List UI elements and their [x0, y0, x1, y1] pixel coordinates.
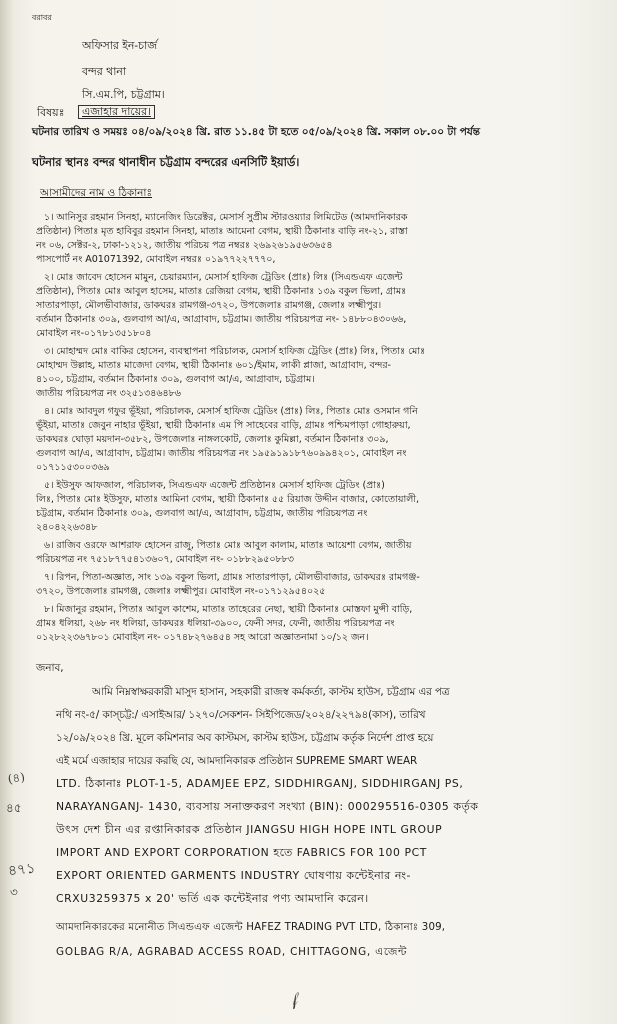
accused-line: পাসপোর্ট নং A01071392, মোবাইল নম্বরঃ ০১৯৭৭২২৭৭৭০, — [36, 254, 276, 265]
accused-line: প্রতিষ্ঠান), পিতাঃ মোঃ আবুল হাসেম, মাতাঃ রেজিয়া বেগম, স্থায়ী ঠিকানাঃ ১৩৯ বকুল ভিলা, গ্রামঃ — [36, 286, 407, 297]
accused-line: বর্তমান ঠিকানাঃ ৩০৯, গুলবাগ আ/এ, আগ্রাবাদ, চট্টগ্রাম। জাতীয় পরিচয়পত্র নং- ১৪৮৮০৪৩০৬৬, — [36, 314, 407, 325]
body-line: নথি নং-৫/ কাস্চট্ট:/ এসাইআর/ ১২৭০/সেকশন- সিইপিজেড/২০২৪/২২৭৯৪(কাস), তারিখ — [56, 709, 426, 721]
recipient-title: অফিসার ইন-চার্জ — [82, 39, 157, 52]
recipient-station: বন্দর থানা — [82, 65, 126, 78]
accused-line: ৩৭২০, উপজেলাঃ রামগঞ্জ, জেলাঃ লক্ষ্মীপুর। মোবাইল নং-০১৭১২৯৫৪০২৫ — [36, 586, 326, 597]
accused-line: ০১২৮২২৩৬৭৮০১ মোবাইল নং- ০১৭৪৮২৭৬৪৫৪ সহ আরো অজ্ঞাতনামা ১০/১২ জন। — [36, 632, 369, 643]
accused-line: লিঃ, পিতাঃ মোঃ ইউসুফ, মাতাঃ আমিনা বেগম, স্থায়ী ঠিকানাঃ ৫৫ রিয়াজ উদ্দীন বাজার, কোতোয়ালী, — [36, 494, 419, 505]
body-line: NARAYANGANJ- 1430, ব্যবসায় সনাক্তকরণ সংখ্যা (BIN): 000295516-0305 কর্তৃক — [56, 800, 479, 813]
accused-line: ২। মোঃ জাবেদ হোসেন মামুন, চেয়ারম্যান, মেসার্স হাফিজ ট্রেডিং (প্রাঃ) লিঃ (সিএন্ডএফ এজেন্ট — [44, 272, 403, 283]
subject-label: বিষয়ঃ — [37, 106, 65, 119]
handwritten-margin-note: ৩ — [10, 885, 18, 899]
handwritten-signature-mark: 𝒻 — [286, 989, 301, 1010]
accused-line: ৭। রিপন, পিতা-অজ্ঞাত, সাং ১৩৯ বকুল ভিলা, গ্রামঃ সাতারপাড়া, মৌলভীবাজার, ডাকঘরঃ রামগঞ্জ- — [44, 572, 420, 583]
accused-line: ০১৭১১৫৩০০৩৬৯ — [36, 462, 110, 473]
greeting: জনাব, — [36, 662, 64, 674]
incident-time: ঘটনার তারিখ ও সময়ঃ ০৪/০৯/২০২৪ খ্রি. রাত ১১.৪৫ টা হতে ০৫/০৯/২০২৪ খ্রি. সকাল ০৮.০০ টা পর্যন্ত — [32, 126, 480, 138]
salutation: বরাবর — [32, 13, 52, 22]
body-line: উৎস দেশ চীন এর রপ্তানিকারক প্রতিষ্ঠান JIANGSU HIGH HOPE INTL GROUP — [56, 823, 443, 836]
accused-line: সাতারপাড়া, মৌলভীবাজার, ডাকঘরঃ রামগঞ্জ-৩৭২০, উপজেলাঃ রামগঞ্জ, জেলাঃ লক্ষ্মীপুর। — [36, 300, 382, 311]
recipient-district: সি.এম.পি, চট্টগ্রাম। — [82, 88, 165, 101]
accused-line: ১। আনিসুর রহমান সিনহা, ম্যানেজিং ডিরেক্টর, মেসার্স সুপ্রীম স্টারওয়্যার লিমিটেড (আমদানিকারক — [44, 212, 408, 223]
accused-line: ৩। মোহাম্মদ মোঃ বাকির হোসেন, ব্যবস্থাপনা পরিচালক, মেসার্স হাফিজ ট্রেডিং (প্রাঃ) লিঃ, পিতাঃ মোঃ — [44, 346, 426, 357]
handwritten-margin-note: ৪৫ — [6, 801, 22, 815]
body-line: GOLBAG R/A, AGRABAD ACCESS ROAD, CHITTAGONG, এজেন্ট — [56, 946, 408, 958]
accused-line: গ্রামঃ ধলিয়া, ২৬৮ নং ধলিয়া, ডাকঘরঃ ধলিয়া-৩৯০০, ফেনী সদর, ফেনী, জাতীয় পরিচয়পত্র নং — [36, 618, 395, 629]
subject-value: এজাহার দায়ের। — [78, 105, 155, 119]
accused-line: গুলবাগ আ/এ, আগ্রাবাদ, চট্টগ্রাম। জাতীয় পরিচয়পত্র নং ১৯৫৯১৯১৮৭৬০৯৯৪২০১, মোবাইল নং — [36, 448, 407, 459]
handwritten-margin-note: ৪৭১ — [7, 860, 37, 880]
body-line: ১২/০৯/২০২৪ খ্রি. মূলে কমিশনার অব কাস্টমস, কাস্টম হাউস, চট্টগ্রাম কর্তৃক নির্দেশ প্রাপ্ত হয়ে — [56, 732, 434, 744]
accused-line: ৮। মিজানুর রহমান, পিতাঃ আবুল কাশেম, মাতাঃ তাহেরের নেছা, স্থায়ী ঠিকানাঃ মোস্তফা মুন্সী বাড়ি, — [44, 604, 413, 615]
accused-line: ২৪০৪২২৬৩৪৮ — [36, 522, 98, 533]
accused-line: ৪১০০, চট্টগ্রাম, বর্তমান ঠিকানাঃ ৩০৯, গুলবাগ আ/এ, আগ্রাবাদ, চট্টগ্রাম। — [36, 374, 315, 385]
accused-line: ভূঁইয়া, মাতাঃ জেবুন নাহার ভূঁইয়া, স্থায়ী ঠিকানাঃ এম পি সাহেবের বাড়ি, গ্রামঃ পশ্চিমপাড়া গোহারুয়া, — [36, 420, 411, 431]
accused-line: জাতীয় পরিচয়পত্র নং ৩২৫১৩৪৬৪৮৬ — [36, 388, 181, 399]
accused-line: ৪। মোঃ আবদুল গফুর ভূঁইয়া, পরিচালক, মেসার্স হাফিজ ট্রেডিং (প্রাঃ) লিঃ, পিতাঃ মোঃ ওসমান গনি — [44, 406, 418, 417]
body-line: CRXU3259375 x 20' ভর্তি এক কন্টেইনার পণ্য আমদানি করেন। — [56, 892, 369, 905]
accused-line: ৫। ইউসুফ আফজাল, পরিচালক, সিএন্ডএফ এজেন্ট প্রতিষ্ঠানঃ মেসার্স হাফিজ ট্রেডিং (প্রাঃ) — [44, 480, 385, 491]
body-line: EXPORT ORIENTED GARMENTS INDUSTRY ঘোষণায় কন্টেইনার নং- — [56, 869, 412, 882]
body-line: IMPORT AND EXPORT CORPORATION হতে FABRICS FOR 100 PCT — [56, 846, 427, 859]
accused-line: নং ০৬, সেক্টর-২, ঢাকা-১২১২, জাতীয় পরিচয় পত্র নম্বরঃ ২৬৯২৬১৯৫৬৩৬৫৪ — [36, 240, 333, 251]
accused-line: ৬। রাজিব ওরফে আশরাফ হোসেন রাজু, পিতাঃ মোঃ আবুল কালাম, মাতাঃ আয়েশা বেগম, জাতীয় — [44, 540, 412, 551]
accused-line: মোহাম্মদ উল্লাহ, মাতাঃ মাজেদা বেগম, স্থায়ী ঠিকানাঃ ৬০১/ইমাম, লাকী প্লাজা, আগ্রাবাদ, বন্দর- — [36, 360, 391, 371]
accused-line: পরিচয়পত্র নং ৭৫১৮৭৭৫৪১৩৬০৭, মোবাইল নং- ০১৮৮২৯৫০৮৮৩ — [36, 554, 294, 565]
body-line: আমদানিকারকের মনোনীত সিএন্ডএফ এজেন্ট HAFEZ TRADING PVT LTD, ঠিকানাঃ 309, — [56, 922, 446, 933]
body-line: এই মর্মে এজাহার দায়ের করছি যে, আমদানিকারক প্রতিষ্ঠান SUPREME SMART WEAR — [56, 755, 418, 767]
accused-line: প্রতিষ্ঠান) পিতাঃ মৃত হাবিবুর রহমান সিনহা, মাতাঃ আমেনা বেগম, স্থায়ী ঠিকানাঃ বাড়ি নং-২১, রাস্তা — [36, 226, 408, 237]
accused-line: চট্টগ্রাম, বর্তমান ঠিকানাঃ ৩০৯, গুলবাগ আ/এ, আগ্রাবাদ, চট্টগ্রাম, জাতীয় পরিচয়পত্র নং — [36, 508, 368, 519]
handwritten-margin-note: (৪) — [6, 769, 26, 787]
accused-line: ডাকঘরঃ ঘোড়া ময়দান-৩৫৮২, উপজেলাঃ নাঙ্গলকোট, জেলাঃ কুমিল্লা, বর্তমান ঠিকানাঃ ৩০৯, — [36, 434, 389, 445]
incident-place: ঘটনার স্থানঃ বন্দর থানাধীন চট্টগ্রাম বন্দরের এনসিটি ইয়ার্ড। — [32, 155, 300, 169]
body-line: LTD. ঠিকানাঃ PLOT-1-5, ADAMJEE EPZ, SIDDHIRGANJ, SIDDHIRGANJ PS, — [56, 777, 464, 790]
accused-heading: আসামীদের নাম ও ঠিকানাঃ — [40, 187, 152, 199]
accused-line: মোবাইল নং-০১৭৮১৩৫১৮০৪ — [36, 328, 152, 339]
body-line: আমি নিম্নস্বাক্ষরকারী মাসুদ হাসান, সহকারী রাজস্ব কর্মকর্তা, কাস্টম হাউস, চট্টগ্রাম এর পত্র — [92, 686, 450, 698]
